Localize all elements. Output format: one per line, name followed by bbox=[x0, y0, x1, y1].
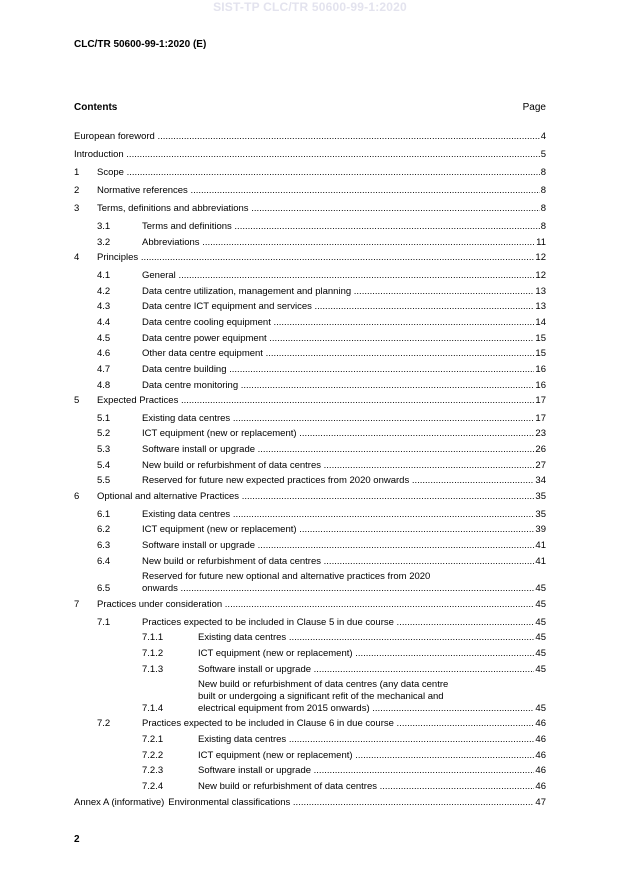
toc-entry-page: 47 bbox=[535, 797, 546, 808]
toc-entry-title: Introduction ..... bbox=[74, 149, 540, 161]
toc-entry[interactable] bbox=[74, 395, 546, 407]
toc-entry[interactable] bbox=[74, 571, 546, 595]
toc-entry-number: 6.5 bbox=[97, 583, 111, 594]
toc-entry-page: 35 bbox=[535, 509, 546, 520]
toc-entry-number: 7.1.1 bbox=[142, 632, 164, 643]
toc-entry-title: Data centre building ..... bbox=[142, 364, 534, 376]
toc-entry-title: Existing data centres ..... bbox=[142, 509, 534, 521]
toc-entry-page: 26 bbox=[535, 444, 546, 455]
toc-entry-title: Practices expected to be included in Clause 6 in due course ..... bbox=[142, 718, 534, 730]
toc-entry-title-line: built or undergoing a significant refit of the mechanical and bbox=[198, 691, 444, 702]
toc-entry-title: Data centre monitoring ..... bbox=[142, 380, 534, 392]
toc-entry-title: Software install or upgrade ..... bbox=[198, 765, 534, 777]
toc-entry-title: European foreword ..... bbox=[74, 131, 540, 143]
toc-entry-title: New build or refurbishment of data centres ..... bbox=[198, 781, 534, 793]
toc-entry-title: Environmental classifications ..... bbox=[168, 797, 534, 809]
toc-entry-page: 45 bbox=[535, 583, 546, 594]
toc-entry-title: New build or refurbishment of data centres ..... bbox=[142, 460, 534, 472]
toc-entry-page: 15 bbox=[535, 348, 546, 359]
toc-entry-number: 4.2 bbox=[97, 286, 111, 297]
toc-entry-page: 46 bbox=[535, 718, 546, 729]
toc-entry-title: General ..... bbox=[142, 270, 534, 282]
toc-entry-page: 8 bbox=[540, 185, 546, 196]
toc-entry-title: Terms, definitions and abbreviations ..... bbox=[97, 203, 540, 215]
toc-entry-page: 23 bbox=[535, 428, 546, 439]
toc-entry-number: 5.4 bbox=[97, 460, 111, 471]
toc-entry[interactable] bbox=[74, 617, 546, 629]
toc-entry-page: 12 bbox=[535, 270, 546, 281]
toc-entry-number: 7.1.2 bbox=[142, 648, 164, 659]
toc-entry[interactable] bbox=[74, 221, 546, 233]
toc-entry-number: 5.2 bbox=[97, 428, 111, 439]
toc-entry-page: 45 bbox=[535, 617, 546, 628]
contents-header bbox=[74, 102, 546, 113]
toc-entry-number: 3 bbox=[74, 203, 80, 214]
toc-entry-title: Software install or upgrade ..... bbox=[198, 664, 534, 676]
toc-entry[interactable] bbox=[74, 632, 546, 644]
toc-entry-page: 39 bbox=[535, 524, 546, 535]
toc-entry[interactable] bbox=[74, 185, 546, 197]
toc-entry[interactable] bbox=[74, 237, 546, 249]
toc-entry[interactable] bbox=[74, 317, 546, 329]
toc-entry-number: 7.2.3 bbox=[142, 765, 164, 776]
toc-entry-title: New build or refurbishment of data centres ..... bbox=[142, 556, 534, 568]
toc-entry-title: Practices under consideration ..... bbox=[97, 599, 534, 611]
toc-entry[interactable] bbox=[74, 648, 546, 660]
toc-entry[interactable] bbox=[74, 270, 546, 282]
toc-entry-title: Existing data centres ..... bbox=[198, 632, 534, 644]
toc-entry[interactable] bbox=[74, 556, 546, 568]
toc-entry-page: 41 bbox=[535, 540, 546, 551]
toc-entry[interactable] bbox=[74, 734, 546, 746]
toc-entry[interactable] bbox=[74, 413, 546, 425]
toc-entry[interactable] bbox=[74, 131, 546, 143]
toc-entry-number: 4.8 bbox=[97, 380, 111, 391]
toc-entry-number: 7.2.4 bbox=[142, 781, 164, 792]
toc-entry-number: 5 bbox=[74, 395, 80, 406]
toc-entry-title: ICT equipment (new or replacement) ..... bbox=[142, 428, 534, 440]
toc-entry[interactable] bbox=[74, 301, 546, 313]
toc-entry-title: Expected Practices ..... bbox=[97, 395, 534, 407]
toc-entry-page: 35 bbox=[535, 491, 546, 502]
toc-entry-number: 4 bbox=[74, 252, 80, 263]
toc-entry-title-line: electrical equipment from 2015 onwards) ..... bbox=[198, 703, 534, 715]
toc-entry-number: 7.1 bbox=[97, 617, 111, 628]
toc-entry-page: 34 bbox=[535, 475, 546, 486]
toc-entry[interactable] bbox=[74, 348, 546, 360]
toc-entry[interactable] bbox=[74, 364, 546, 376]
toc-entry[interactable] bbox=[74, 750, 546, 762]
toc-entry-page: 45 bbox=[535, 703, 546, 714]
toc-entry-title: Normative references ..... bbox=[97, 185, 540, 197]
toc-entry-title: ICT equipment (new or replacement) ..... bbox=[142, 524, 534, 536]
toc-entry-title: ICT equipment (new or replacement) ..... bbox=[198, 648, 534, 660]
toc-entry-title: ICT equipment (new or replacement) ..... bbox=[198, 750, 534, 762]
toc-entry-page: 11 bbox=[536, 237, 546, 248]
toc-entry-page: 16 bbox=[535, 364, 546, 375]
toc-entry[interactable] bbox=[74, 679, 546, 715]
toc-entry-title: Other data centre equipment ..... bbox=[142, 348, 534, 360]
toc-entry-page: 5 bbox=[540, 149, 546, 160]
toc-entry-title: Practices expected to be included in Clause 5 in due course ..... bbox=[142, 617, 534, 629]
contents-title: Contents bbox=[74, 102, 118, 113]
toc-entry[interactable] bbox=[74, 524, 546, 536]
toc-entry-number: 7.2.2 bbox=[142, 750, 164, 761]
toc-entry[interactable] bbox=[74, 797, 546, 809]
toc-entry[interactable] bbox=[74, 491, 546, 503]
toc-entry-page: 46 bbox=[535, 734, 546, 745]
toc-entry-number: 4.7 bbox=[97, 364, 111, 375]
toc-entry[interactable] bbox=[74, 781, 546, 793]
toc-entry-page: 17 bbox=[535, 395, 546, 406]
toc-entry-title: Data centre power equipment ..... bbox=[142, 333, 534, 345]
toc-entry-number: 6.2 bbox=[97, 524, 111, 535]
page-number: 2 bbox=[74, 834, 80, 845]
toc-entry-page: 45 bbox=[535, 664, 546, 675]
toc-entry-page: 16 bbox=[535, 380, 546, 391]
toc-entry[interactable] bbox=[74, 252, 546, 264]
toc-entry-page: 46 bbox=[535, 765, 546, 776]
toc-entry-title: Scope ..... bbox=[97, 167, 540, 179]
toc-entry-page: 17 bbox=[535, 413, 546, 424]
toc-entry[interactable] bbox=[74, 718, 546, 730]
toc-entry[interactable] bbox=[74, 444, 546, 456]
toc-entry-page: 45 bbox=[535, 648, 546, 659]
toc-entry[interactable] bbox=[74, 460, 546, 472]
toc-entry[interactable] bbox=[74, 149, 546, 161]
toc-entry-number: 6.4 bbox=[97, 556, 111, 567]
toc-entry-title: Principles ..... bbox=[97, 252, 534, 264]
toc-entry-number: 4.6 bbox=[97, 348, 111, 359]
toc-entry[interactable] bbox=[74, 475, 546, 487]
toc-entry[interactable] bbox=[74, 380, 546, 392]
toc-entry-page: 8 bbox=[540, 221, 546, 232]
watermark: SIST-TP CLC/TR 50600-99-1:2020 bbox=[213, 0, 407, 14]
toc-entry-title: Software install or upgrade ..... bbox=[142, 540, 534, 552]
toc-entry-number: 5.5 bbox=[97, 475, 111, 486]
toc-entry-number: 4.1 bbox=[97, 270, 111, 281]
toc-entry-page: 8 bbox=[540, 167, 546, 178]
toc-entry-number: 3.1 bbox=[97, 221, 111, 232]
toc-entry-title: Existing data centres ..... bbox=[142, 413, 534, 425]
toc-entry-page: 13 bbox=[535, 286, 546, 297]
toc-entry[interactable] bbox=[74, 664, 546, 676]
toc-entry-page: 27 bbox=[535, 460, 546, 471]
toc-entry-page: 45 bbox=[535, 632, 546, 643]
toc-entry-title: Abbreviations ..... bbox=[142, 237, 535, 249]
page-column-label: Page bbox=[522, 102, 546, 113]
toc-entry-title: Terms and definitions ..... bbox=[142, 221, 540, 233]
toc-entry-page: 14 bbox=[535, 317, 546, 328]
toc-entry[interactable] bbox=[74, 540, 546, 552]
toc-entry-title-line: Reserved for future new optional and alternative practices from 2020 bbox=[142, 571, 431, 582]
toc-entry-title-line: New build or refurbishment of data centres (any data centre bbox=[198, 679, 449, 690]
toc-entry[interactable] bbox=[74, 509, 546, 521]
toc-entry-page: 4 bbox=[540, 131, 546, 142]
toc-entry-page: 46 bbox=[535, 781, 546, 792]
toc-entry-number: 7.1.3 bbox=[142, 664, 164, 675]
toc-entry-page: 45 bbox=[535, 599, 546, 610]
toc-entry[interactable] bbox=[74, 203, 546, 215]
toc-entry-number: 1 bbox=[74, 167, 80, 178]
toc-entry-number: 7.2 bbox=[97, 718, 111, 729]
toc-entry-number: 7.2.1 bbox=[142, 734, 164, 745]
toc-entry-page: 12 bbox=[535, 252, 546, 263]
toc-entry-title: Data centre cooling equipment ..... bbox=[142, 317, 534, 329]
toc-entry-title: Optional and alternative Practices ..... bbox=[97, 491, 534, 503]
toc-entry-title: Reserved for future new expected practices from 2020 onwards ..... bbox=[142, 475, 534, 487]
toc-entry-title bbox=[142, 571, 534, 595]
toc-entry-number: 5.3 bbox=[97, 444, 111, 455]
toc-entry-page: 13 bbox=[535, 301, 546, 312]
toc-entry-number: 4.4 bbox=[97, 317, 111, 328]
toc-entry-title: Data centre ICT equipment and services ..... bbox=[142, 301, 534, 313]
toc-entry-page: 46 bbox=[535, 750, 546, 761]
toc-entry-number: Annex A (informative) bbox=[74, 797, 165, 808]
toc-entry-number: 6.1 bbox=[97, 509, 111, 520]
toc-entry[interactable] bbox=[74, 286, 546, 298]
toc-entry-number: 6.3 bbox=[97, 540, 111, 551]
toc-entry-page: 41 bbox=[535, 556, 546, 567]
toc-entry-number: 5.1 bbox=[97, 413, 111, 424]
toc-entry-number: 6 bbox=[74, 491, 80, 502]
toc-entry-number: 7.1.4 bbox=[142, 703, 164, 714]
toc-entry-number: 4.3 bbox=[97, 301, 111, 312]
toc-entry[interactable] bbox=[74, 333, 546, 345]
toc-entry-number: 2 bbox=[74, 185, 80, 196]
toc-entry[interactable] bbox=[74, 428, 546, 440]
toc-entry[interactable] bbox=[74, 167, 546, 179]
toc-entry-page: 8 bbox=[540, 203, 546, 214]
toc-entry-title: Existing data centres ..... bbox=[198, 734, 534, 746]
toc-entry-title: Software install or upgrade ..... bbox=[142, 444, 534, 456]
toc-entry-title-line: onwards ..... bbox=[142, 583, 534, 595]
toc-entry-title: Data centre utilization, management and planning ..... bbox=[142, 286, 534, 298]
document-id: CLC/TR 50600-99-1:2020 (E) bbox=[74, 39, 207, 50]
toc-entry-number: 3.2 bbox=[97, 237, 111, 248]
toc-entry[interactable] bbox=[74, 765, 546, 777]
toc-entry-number: 4.5 bbox=[97, 333, 111, 344]
toc-entry-page: 15 bbox=[535, 333, 546, 344]
toc-entry[interactable] bbox=[74, 599, 546, 611]
toc-entry-number: 7 bbox=[74, 599, 80, 610]
toc-entry-title bbox=[198, 679, 534, 715]
